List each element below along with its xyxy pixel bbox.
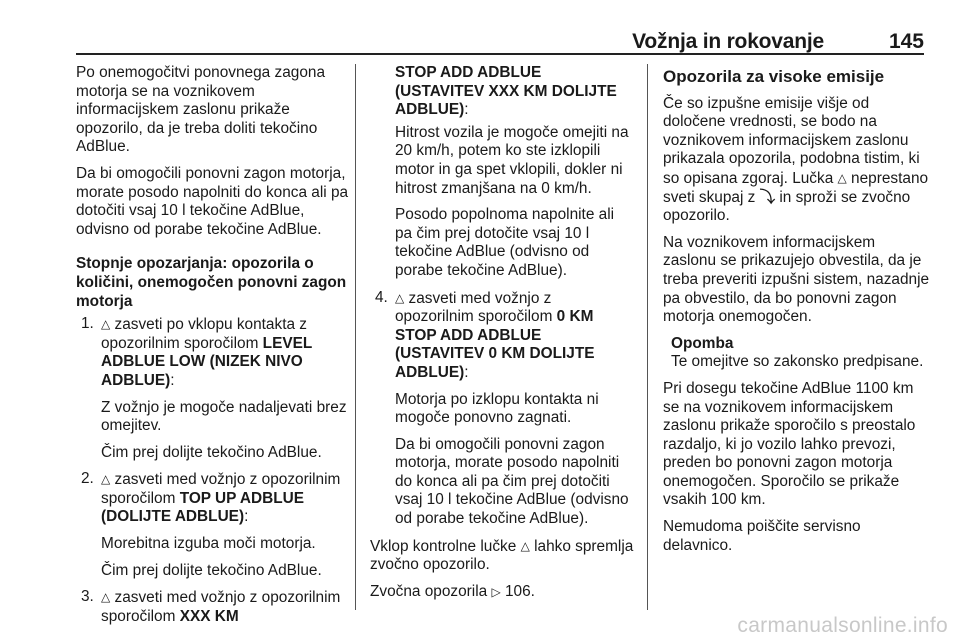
paragraph: Čim prej dolijte tekočino AdBlue.: [101, 443, 322, 461]
check-engine-icon: ⤵: [759, 188, 776, 206]
header-divider: [76, 53, 924, 55]
warning-message: XXX KM: [179, 607, 239, 625]
paragraph: Če so izpušne emisije višje od določene vrednosti, se bodo na voznikovem informacijskem zaslonu prikazala opozorila, podobna tistim, ki so opisana zgoraj. Lučka △ neprestano sveti skupaj z ⤵ in sproži se zvočno opozorilo.: [663, 94, 929, 225]
paragraph: Pri dosegu tekočine AdBlue 1100 km se na voznikovem informacijskem zaslonu prikaže sporočilo s preostalo razdaljo, ki jo vozilo lahko prevozi, preden bo ponovni zagon motorja onemogočen. Sporočilo se prikaže vsakih 100 km.: [663, 379, 916, 509]
watermark: carmanualsonline.info: [737, 614, 948, 637]
adblue-warning-icon: △: [520, 538, 530, 553]
adblue-warning-icon: △: [101, 590, 111, 605]
list-item: 3. △ zasveti med vožnjo z opozorilnim sporočilom XXX KM: [81, 588, 341, 625]
page-reference-icon[interactable]: ▷: [491, 584, 501, 599]
column-divider: [355, 64, 356, 610]
column-2: [370, 64, 634, 609]
adblue-warning-icon: △: [101, 472, 111, 487]
section-title: Vožnja in rokovanje: [632, 30, 824, 53]
paragraph: Da bi omogočili ponovni zagon motorja, morate posodo napolniti do konca ali pa dotočiti vsaj 10 l tekočine AdBlue, odvisno od porabe tekočine AdBlue.: [76, 164, 349, 238]
section-heading: Stopnje opozarjanja: opozorila o količini, onemogočen ponovni zagon motorja: [76, 255, 347, 310]
paragraph: Po onemogočitvi ponovnega zagona motorja se na voznikovem informacijskem zaslonu prikaže opozorilo, da je treba doliti tekočino AdBlue.: [76, 64, 326, 156]
warning-message: TOP UP ADBLUE (DOLIJTE ADBLUE): [101, 489, 304, 526]
paragraph: Hitrost vozila je mogoče omejiti na 20 km/h, potem ko ste izklopili motor in ga spet vklopili, dokler ni hitrost zmanjšana na 0 km/h.: [395, 123, 629, 197]
paragraph: Na voznikovem informacijskem zaslonu se prikazujejo obvestila, da je treba preveriti izpušni sistem, nazadnje pa obvestilo, da bo ponovni zagon motorja onemogočen.: [663, 233, 930, 326]
paragraph: Zvočna opozorila ▷ 106.: [370, 582, 535, 600]
section-heading: Opozorila za visoke emisije: [663, 67, 885, 86]
warning-message: 0 KM STOP ADD ADBLUE (USTAVITEV 0 KM DOLIJTE ADBLUE): [395, 308, 595, 381]
column-1: [76, 64, 350, 634]
adblue-warning-icon: △: [837, 170, 847, 185]
warning-message: LEVEL ADBLUE LOW (NIZEK NIVO ADBLUE): [101, 334, 312, 389]
paragraph: Nemudoma poiščite servisno delavnico.: [663, 518, 861, 554]
paragraph: Morebitna izguba moči motorja.: [101, 535, 316, 553]
column-divider: [647, 64, 648, 610]
adblue-warning-icon: △: [395, 290, 405, 305]
page-number: 145: [888, 30, 924, 53]
note-title: Opomba: [671, 334, 734, 352]
list-item-continued: STOP ADD ADBLUE (USTAVITEV XXX KM DOLIJTE ADBLUE):: [395, 64, 617, 119]
list-item: 2. △ zasveti med vožnjo z opozorilnim sporočilom TOP UP ADBLUE (DOLIJTE ADBLUE):: [81, 470, 341, 526]
paragraph: Posodo popolnoma napolnite ali pa čim prej dotočite vsaj 10 l tekočine AdBlue (odvisno od porabe tekočine AdBlue).: [395, 206, 615, 279]
list-item: 4. △ zasveti med vožnjo z opozorilnim sporočilom 0 KM STOP ADD ADBLUE (USTAVITEV 0 KM DOLIJTE ADBLUE):: [375, 288, 595, 381]
list-item: 1. △ zasveti po vklopu kontakta z opozorilnim sporočilom LEVEL ADBLUE LOW (NIZEK NIVO ADBLUE):: [81, 315, 312, 389]
paragraph: Z vožnjo je mogoče nadaljevati brez omejitev.: [101, 398, 347, 435]
paragraph: Vklop kontrolne lučke △ lahko spremlja zvočno opozorilo.: [370, 537, 634, 574]
column-3: [663, 64, 931, 563]
paragraph: Da bi omogočili ponovni zagon motorja, morate posodo napolniti do konca ali pa čim prej dotočiti vsaj 10 l tekočine AdBlue (odvisno od porabe tekočine AdBlue).: [395, 435, 629, 528]
paragraph: Čim prej dolijte tekočino AdBlue.: [101, 561, 322, 579]
paragraph: Motorja po izklopu kontakta ni mogoče ponovno zagnati.: [395, 390, 599, 427]
note-text: Te omejitve so zakonsko predpisane.: [671, 353, 924, 371]
adblue-warning-icon: △: [101, 317, 111, 332]
warning-message: STOP ADD ADBLUE (USTAVITEV XXX KM DOLIJTE ADBLUE): [395, 64, 617, 119]
